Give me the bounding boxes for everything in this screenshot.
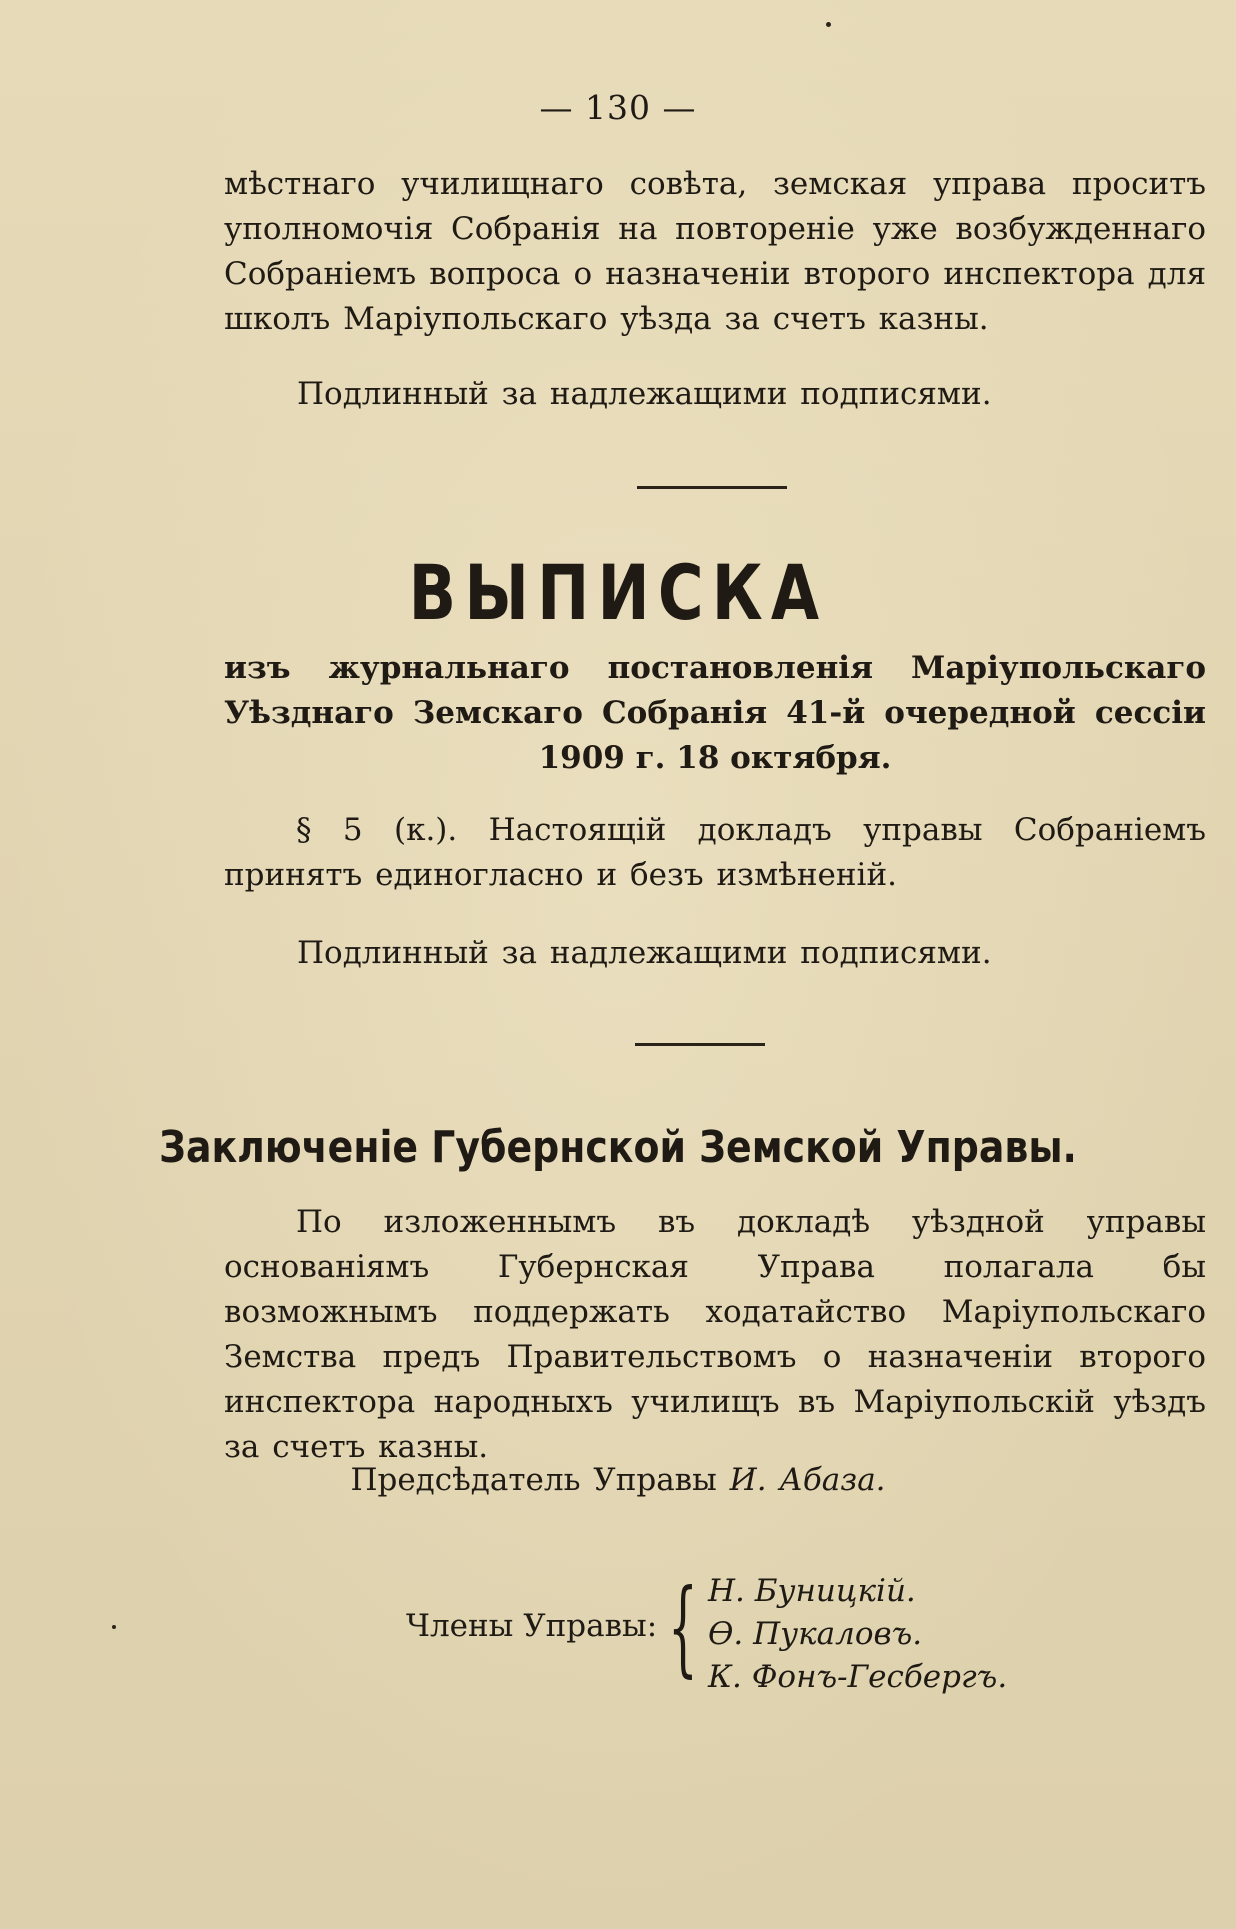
chairman-name: И. Абаза. xyxy=(729,1462,886,1498)
extract-title: ВЫПИСКА xyxy=(408,548,828,637)
chairman-signature xyxy=(0,1462,1236,1498)
page-number: — 130 — xyxy=(539,88,697,127)
continuation-paragraph: мѣстнаго училищнаго совѣта, земская управа проситъ уполномочія Собранія на повтореніе уже возбужденнаго Собраніемъ вопроса о назначеніи второго инспектора для школъ Маріупольскаго уѣзда за счетъ казны. xyxy=(224,166,1206,337)
ink-speck xyxy=(112,1625,116,1629)
divider-2 xyxy=(635,1043,765,1046)
member-name: Ѳ. Пукаловъ. xyxy=(708,1616,923,1652)
members-label: Члены Управы: xyxy=(406,1608,658,1644)
member-name: Н. Буницкій. xyxy=(708,1573,916,1609)
members-list xyxy=(708,1570,1007,1699)
divider-1 xyxy=(637,486,787,489)
extract-subtitle: изъ журнальнаго постановленія Маріупольскаго Уѣзднаго Земскаго Собранія 41-й очередной сессіи 1909 г. 18 октября. xyxy=(224,650,1206,776)
ink-speck xyxy=(826,22,831,27)
conclusion-heading: Заключеніе Губернской Земской Управы. xyxy=(159,1122,1077,1173)
chairman-label: Предсѣдатель Управы xyxy=(350,1462,717,1498)
decision-paragraph: § 5 (к.). Настоящій докладъ управы Собраніемъ принятъ единогласно и безъ измѣненій. xyxy=(224,812,1206,893)
signed-note-1: Подлинный за надлежащими подписями. xyxy=(297,376,992,412)
member-name: К. Фонъ-Гесбергъ. xyxy=(708,1659,1008,1695)
signed-note-2: Подлинный за надлежащими подписями. xyxy=(297,935,992,971)
conclusion-paragraph: По изложеннымъ въ докладѣ уѣздной управы основаніямъ Губернская Управа полагала бы возможнымъ поддержать ходатайство Маріупольскаго Земства предъ Правительствомъ о назначеніи второго инспектора народныхъ училищъ въ Маріупольскій уѣздъ за счетъ казны. xyxy=(224,1204,1206,1465)
brace-icon: { xyxy=(668,1566,698,1688)
